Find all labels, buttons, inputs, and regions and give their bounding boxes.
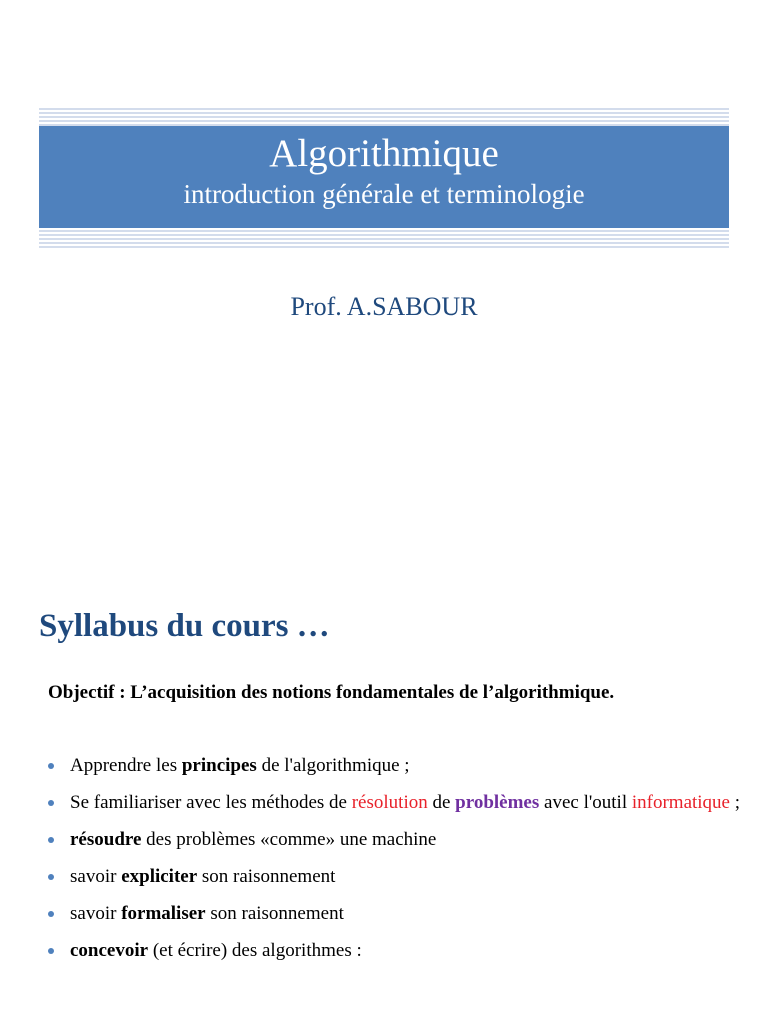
bullet-text: savoir bbox=[70, 903, 122, 924]
bullet-emphasis: résoudre bbox=[70, 829, 142, 850]
bullet-text: Se familiariser avec les méthodes de bbox=[70, 792, 352, 813]
bullet-text: ; bbox=[730, 792, 741, 813]
bullet-item bbox=[48, 750, 748, 781]
objective-text: Objectif : L’acquisition des notions fondamentales de l’algorithmique. bbox=[48, 682, 615, 703]
slide-subtitle: introduction générale et terminologie bbox=[183, 179, 585, 209]
bullet-text: son raisonnement bbox=[197, 866, 336, 887]
title-banner bbox=[39, 126, 729, 228]
bullet-emphasis: concevoir bbox=[70, 940, 149, 961]
bullet-text: de bbox=[427, 792, 456, 813]
bullet-dot-icon bbox=[48, 837, 54, 843]
bullet-item bbox=[48, 935, 748, 966]
bullet-emphasis: expliciter bbox=[121, 866, 198, 887]
slide-title: Algorithmique bbox=[269, 132, 499, 175]
syllabus-heading: Syllabus du cours … bbox=[39, 608, 330, 644]
bullet-dot-icon bbox=[48, 763, 54, 769]
bullet-item bbox=[48, 898, 748, 929]
banner-stripes-bottom bbox=[39, 228, 729, 248]
author-name: Prof. A.SABOUR bbox=[290, 292, 478, 321]
bullet-text: (et écrire) des algorithmes : bbox=[148, 940, 362, 961]
bullet-item bbox=[48, 787, 748, 818]
bullet-emphasis-purple: problèmes bbox=[455, 792, 540, 813]
bullet-emphasis: principes bbox=[181, 755, 257, 776]
syllabus-slide bbox=[0, 600, 768, 1024]
bullet-list bbox=[48, 750, 748, 972]
bullet-text: de l'algorithmique ; bbox=[256, 755, 410, 776]
bullet-emphasis: formaliser bbox=[121, 903, 206, 924]
bullet-dot-icon bbox=[48, 800, 54, 806]
bullet-item bbox=[48, 861, 748, 892]
bullet-emphasis-red: informatique bbox=[631, 792, 730, 813]
bullet-text: des problèmes «comme» une machine bbox=[141, 829, 437, 850]
bullet-text: Apprendre les bbox=[70, 755, 182, 776]
bullet-dot-icon bbox=[48, 948, 54, 954]
bullet-text: savoir bbox=[70, 866, 122, 887]
bullet-dot-icon bbox=[48, 911, 54, 917]
bullet-text: son raisonnement bbox=[205, 903, 344, 924]
bullet-item bbox=[48, 824, 748, 855]
bullet-emphasis-red: résolution bbox=[351, 792, 428, 813]
bullet-text: avec l'outil bbox=[539, 792, 632, 813]
banner-stripes-top bbox=[39, 108, 729, 128]
bullet-dot-icon bbox=[48, 874, 54, 880]
